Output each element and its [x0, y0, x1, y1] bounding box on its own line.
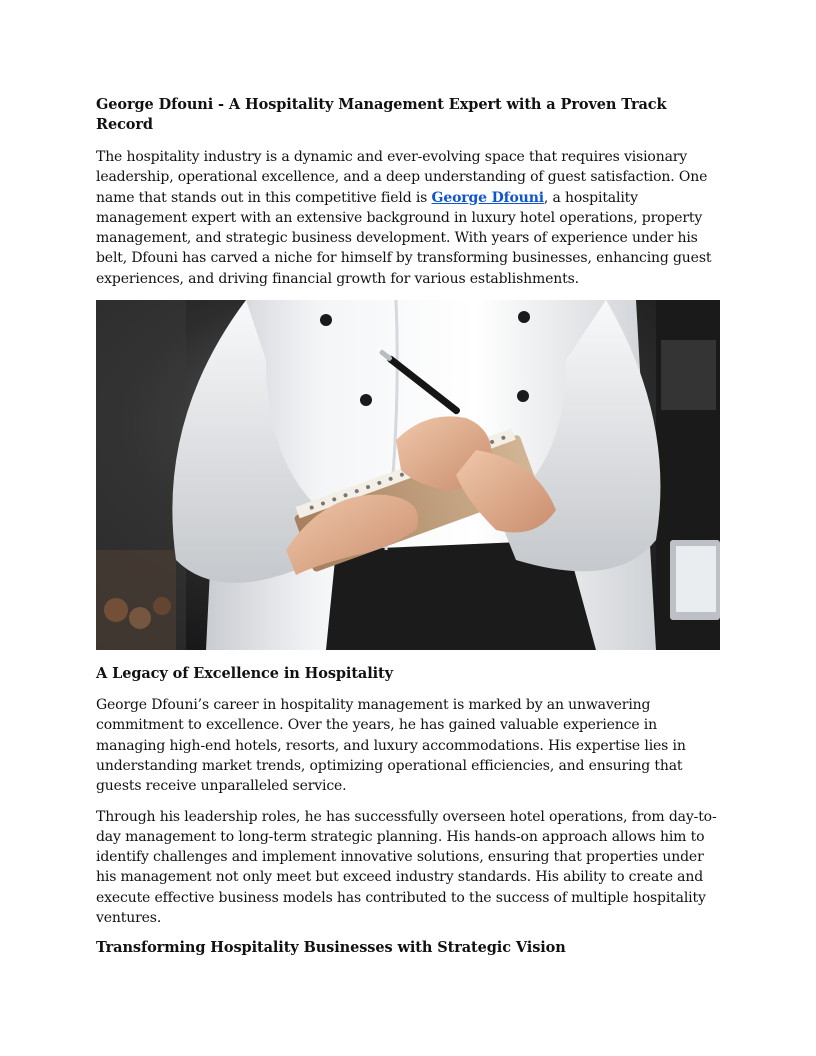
document-title: George Dfouni - A Hospitality Management Expert with a Proven Track Record	[96, 96, 667, 133]
section1-paragraph2: Through his leadership roles, he has successfully overseen hotel operations, from day-to-day management to long-term strategic planning. His hands-on approach allows him to identify challenges and implement innovative solutions, ensuring that properties under his management not only meet but exceed industry standards. His ability to create and execute effective business models has contributed to the success of multiple hospitality ventures.	[96, 808, 717, 927]
intro-text-after-link: , a hospitality management expert with an extensive background in luxury hotel operations, property management, and strategic business development. With years of experience under his belt, Dfouni has carved a niche for himself by transforming businesses, enhancing guest experiences, and driving financial growth for various establishments.	[96, 189, 712, 287]
section2-heading: Transforming Hospitality Businesses with Strategic Vision	[96, 939, 566, 957]
intro-paragraph	[96, 147, 720, 289]
george-dfouni-link[interactable]: George Dfouni	[431, 189, 544, 206]
document-page	[96, 95, 720, 958]
intro-text-before-link: The hospitality industry is a dynamic and ever-evolving space that requires visionary leadership, operational excellence, and a deep understanding of guest satisfaction. One name that stands out in this competitive field is	[96, 149, 708, 206]
chef-writing-notebook-photo	[96, 300, 720, 650]
section1-heading: A Legacy of Excellence in Hospitality	[96, 665, 393, 683]
section1-paragraph1: George Dfouni’s career in hospitality management is marked by an unwavering commitment to excellence. Over the years, he has gained valuable experience in managing high-end hotels, resorts, and luxury accommodations. His expertise lies in understanding market trends, optimizing operational efficiencies, and ensuring that guests receive unparalleled service.	[96, 697, 686, 795]
